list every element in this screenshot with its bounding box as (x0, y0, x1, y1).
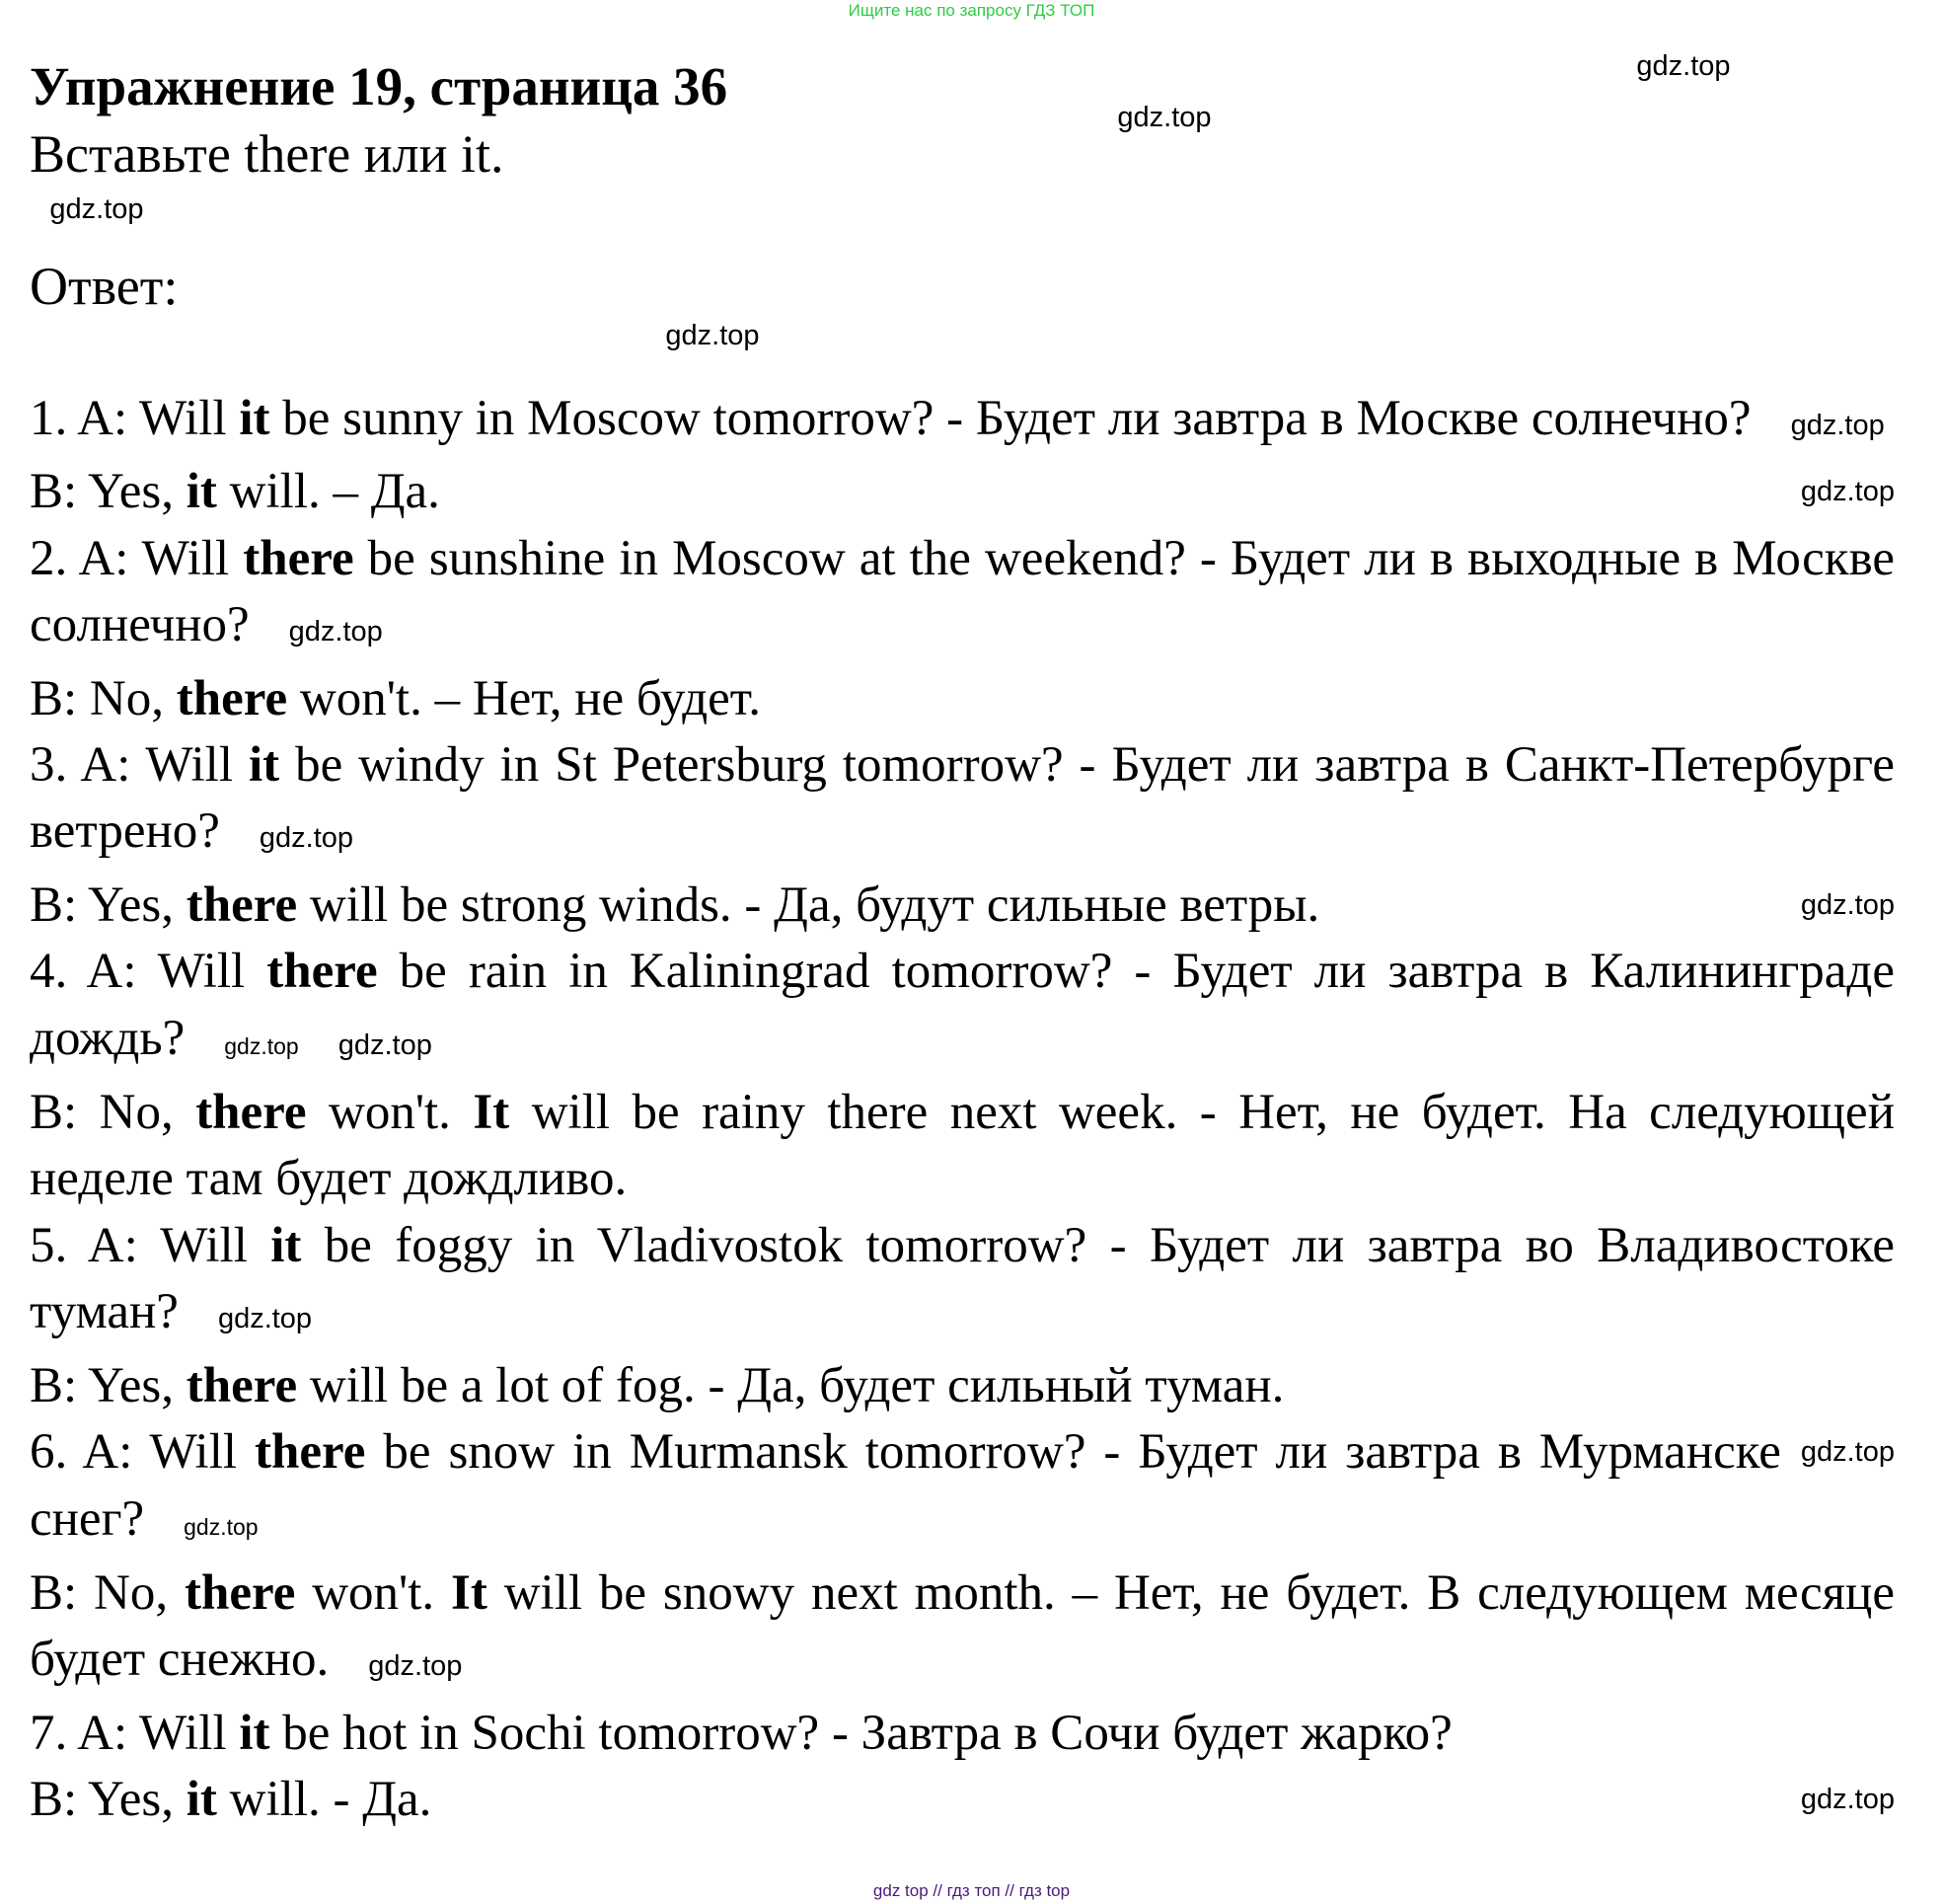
inserted-word: it (239, 391, 270, 446)
inserted-word: It (451, 1564, 487, 1621)
watermark: gdz.top (337, 1028, 432, 1061)
inserted-word: it (186, 1772, 217, 1828)
inserted-word: there (186, 876, 298, 933)
watermark: gdz.top (1790, 410, 1885, 441)
question-line (30, 1701, 1895, 1767)
text-segment: B: No, (30, 1564, 185, 1621)
text-segment: will be rainy there next week. - Нет, не будет. На следующей неделе там будет дождливо. (30, 1085, 1895, 1207)
text-segment: be snow in Murmansk tomorrow? - Будет ли завтра в Мурманске снег? (30, 1424, 1781, 1547)
watermark: gdz.top (1800, 476, 1895, 508)
inserted-word: there (176, 670, 288, 726)
page-title: Упражнение 19, страница 36 (30, 56, 728, 116)
text-segment: be windy in St Petersburg tomorrow? - Будет ли завтра в Санкт-Петербурге ветрено? (30, 737, 1896, 860)
watermark: gdz.top (217, 1303, 313, 1335)
answer-line (30, 1767, 1895, 1833)
answer-line (30, 1353, 1895, 1419)
text-segment: B: No, (30, 670, 177, 726)
watermark: gdz.top (49, 193, 144, 225)
answer-line (30, 1080, 1895, 1213)
footer-note: gdz top // гдз топ // гдз top (872, 1881, 1071, 1900)
question-line (30, 526, 1895, 666)
watermark: gdz.top (1800, 1784, 1895, 1816)
task-instruction: Вставьте there или it. (30, 124, 504, 184)
text-segment: B: Yes, (30, 464, 187, 520)
text-segment: be rain in Kaliningrad tomorrow? - Будет ли завтра в Калининграде дождь? (30, 944, 1895, 1066)
text-segment: 7. A: Will (30, 1705, 240, 1761)
answer-line (30, 873, 1895, 939)
inserted-word: it (239, 1705, 270, 1761)
question-line (30, 732, 1895, 873)
watermark: gdz.top (1117, 102, 1212, 133)
text-segment: will be a lot of fog. - Да, будет сильный туман. (297, 1357, 1285, 1413)
answer-label: Ответ: (30, 257, 179, 316)
text-segment: 6. A: Will (30, 1424, 256, 1481)
text-segment: be sunshine in Moscow at the weekend? - Будет ли в выходные в Москве солнечно? (30, 530, 1895, 653)
text-segment: be hot in Sochi tomorrow? - Завтра в Сочи будет жарко? (269, 1705, 1453, 1761)
question-line (30, 939, 1895, 1080)
inserted-word: it (270, 1217, 302, 1273)
text-segment: 1. A: Will (30, 391, 240, 446)
text-segment: will. – Да. (216, 464, 440, 520)
watermark: gdz.top (288, 616, 383, 648)
inserted-word: there (185, 1564, 296, 1621)
text-segment: B: Yes, (30, 876, 187, 933)
answer-line (30, 459, 1895, 525)
answer-line (30, 1561, 1895, 1701)
watermark: gdz.top (665, 320, 760, 351)
watermark: gdz.top (1800, 1436, 1895, 1469)
text-segment: will. - Да. (216, 1772, 432, 1828)
inserted-word: there (195, 1085, 307, 1141)
text-segment: 5. A: Will (30, 1217, 271, 1273)
text-segment: won't. (306, 1085, 474, 1141)
text-segment: 3. A: Will (30, 737, 249, 794)
question-line (30, 1213, 1895, 1353)
text-segment: will be snowy next month. – Нет, не будет. В следующем месяце будет снежно. (30, 1564, 1895, 1688)
watermark: gdz.top (1800, 888, 1895, 921)
inserted-word: there (255, 1424, 366, 1481)
watermark: gdz.top (368, 1650, 463, 1683)
text-segment: B: Yes, (30, 1357, 187, 1413)
answer-line (30, 666, 1895, 732)
watermark: gdz.top (224, 1032, 299, 1059)
inserted-word: there (186, 1357, 298, 1413)
search-hint: Ищите нас по запросу ГДЗ ТОП (848, 1, 1095, 20)
text-segment: won't. – Нет, не будет. (287, 670, 761, 726)
watermark: gdz.top (184, 1513, 259, 1540)
question-line (30, 386, 1895, 459)
text-segment: will be strong winds. - Да, будут сильные ветры. (297, 876, 1320, 933)
inserted-word: it (248, 737, 280, 794)
watermark: gdz.top (259, 822, 354, 855)
inserted-word: It (473, 1085, 510, 1141)
text-segment: won't. (295, 1564, 452, 1621)
watermark: gdz.top (1636, 50, 1731, 82)
answer-body (30, 386, 1895, 1834)
text-segment: B: No, (30, 1085, 196, 1141)
text-segment: be sunny in Moscow tomorrow? - Будет ли завтра в Москве солнечно? (269, 391, 1752, 446)
text-segment: B: Yes, (30, 1772, 187, 1828)
inserted-word: there (266, 944, 378, 1000)
text-segment: 2. A: Will (30, 530, 244, 586)
text-segment: 4. A: Will (30, 944, 267, 1000)
inserted-word: it (186, 464, 217, 520)
inserted-word: there (243, 530, 354, 586)
text-segment: be foggy in Vladivostok tomorrow? - Будет ли завтра во Владивостоке туман? (30, 1217, 1895, 1340)
question-line (30, 1419, 1895, 1561)
